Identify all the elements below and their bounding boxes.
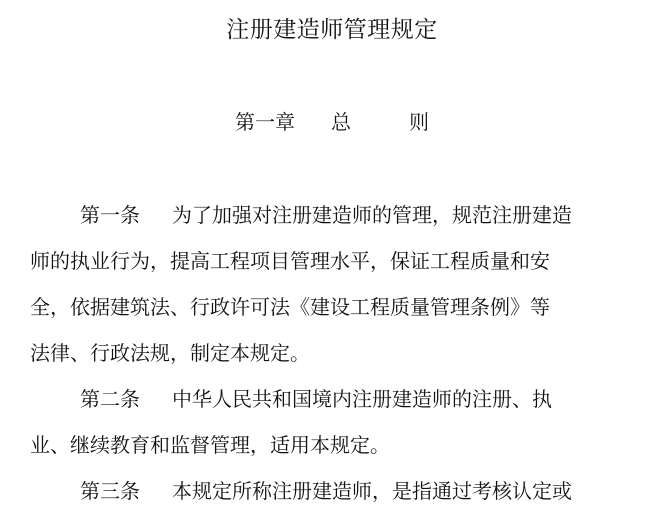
article-2-line-1: 中华人民共和国境内注册建造师的注册、执 xyxy=(172,387,552,411)
article-1-label: 第一条 xyxy=(80,203,140,227)
article-1-line-4: 法律、行政法规，制定本规定。 xyxy=(30,341,310,365)
article-3-label: 第三条 xyxy=(80,479,140,503)
chapter-title-first-char: 总 xyxy=(331,110,351,134)
chapter-title-second-char: 则 xyxy=(409,110,429,134)
article-1-line-1: 为了加强对注册建造师的管理，规范注册建造 xyxy=(172,203,572,227)
article-3-first-line xyxy=(80,476,572,506)
article-2-line-2: 业、继续教育和监督管理，适用本规定。 xyxy=(30,433,390,457)
article-1-line-2: 师的执业行为，提高工程项目管理水平，保证工程质量和安 xyxy=(30,249,550,273)
chapter-heading xyxy=(0,108,664,136)
article-1-line-3: 全，依据建筑法、行政许可法《建设工程质量管理条例》等 xyxy=(30,295,550,319)
chapter-number: 第一章 xyxy=(235,110,295,134)
article-3-line-1: 本规定所称注册建造师，是指通过考核认定或 xyxy=(172,479,572,503)
article-1-first-line xyxy=(80,200,572,230)
document-title: 注册建造师管理规定 xyxy=(226,17,438,43)
article-2-label: 第二条 xyxy=(80,387,140,411)
article-2-first-line xyxy=(80,384,552,414)
